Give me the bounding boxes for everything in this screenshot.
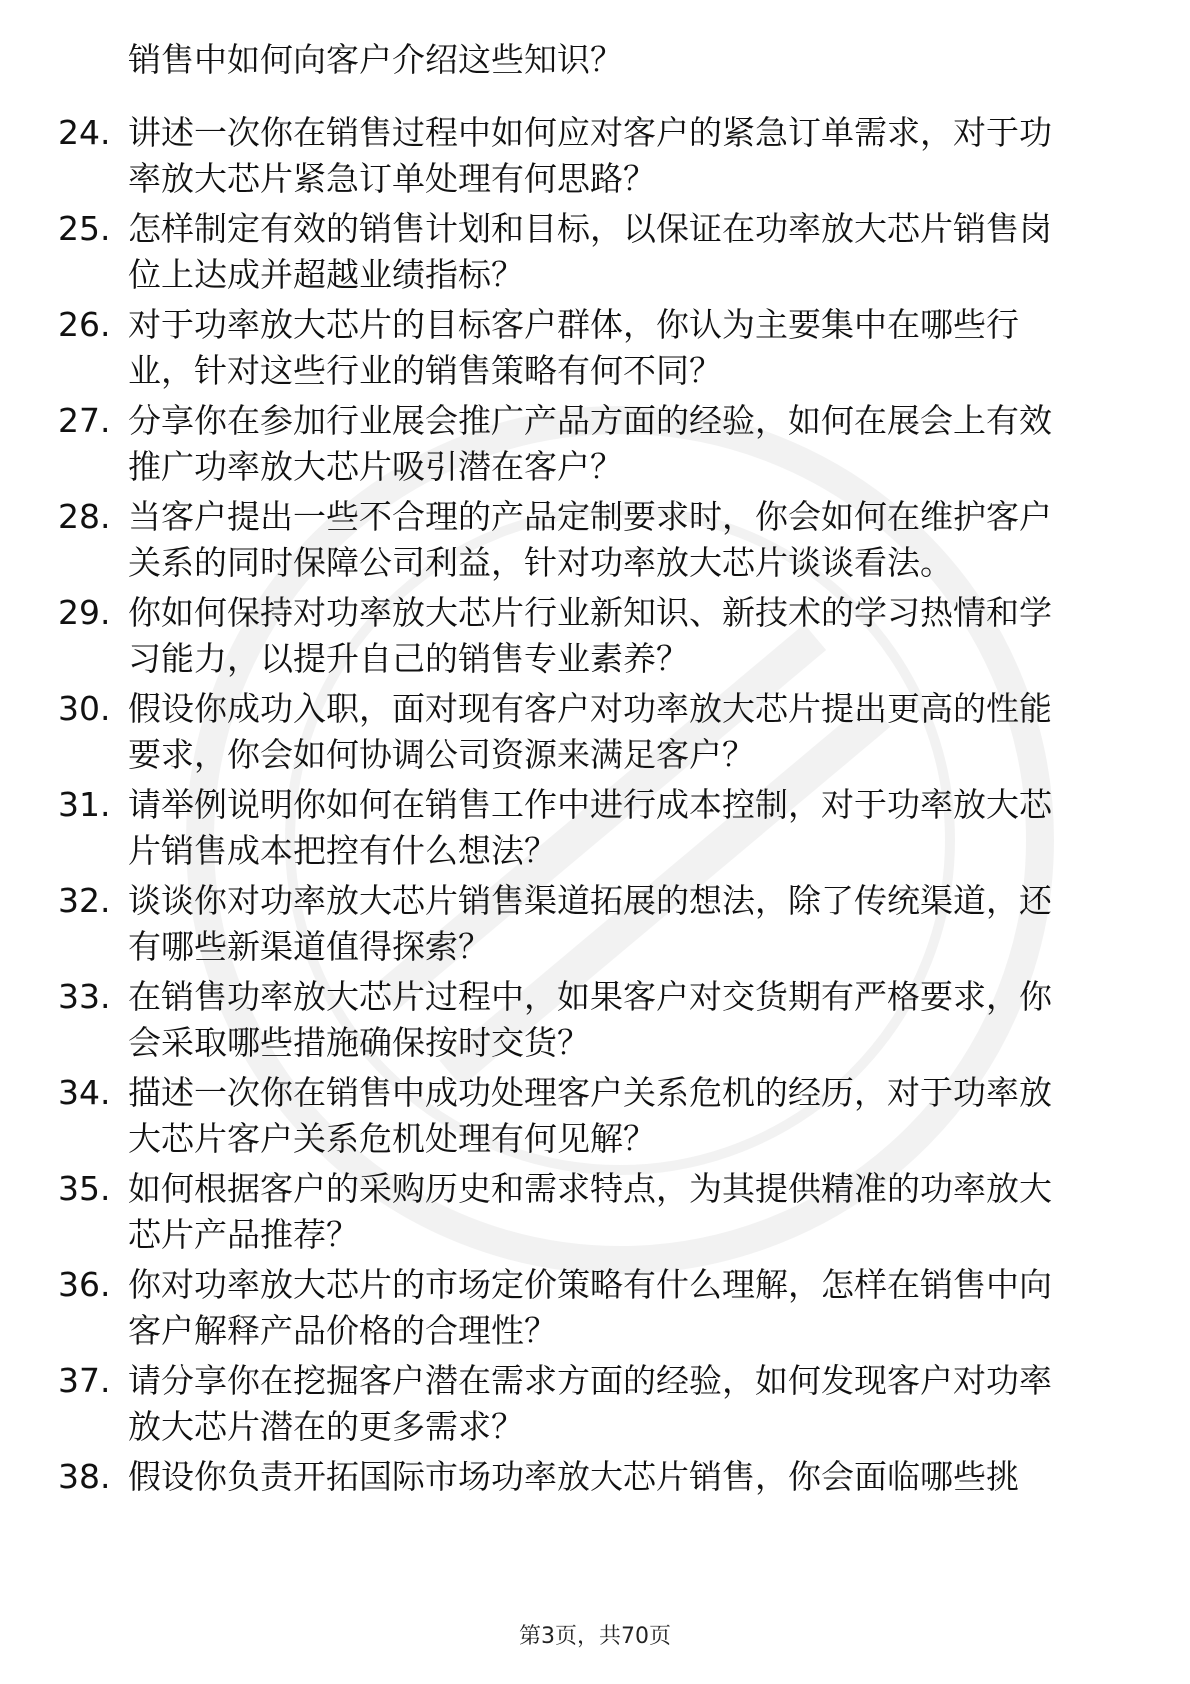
question-text-line: 描述一次你在销售中成功处理客户关系危机的经历，对于功率放: [128, 1073, 1052, 1112]
question-number: 30.: [58, 689, 111, 728]
question-number: 36.: [58, 1265, 111, 1304]
question-text-line: 你如何保持对功率放大芯片行业新知识、新技术的学习热情和学: [128, 593, 1052, 632]
question-number: 38.: [58, 1457, 111, 1496]
question-text-line: 你对功率放大芯片的市场定价策略有什么理解，怎样在销售中向: [128, 1265, 1052, 1304]
question-text-line: 假设你成功入职，面对现有客户对功率放大芯片提出更高的性能: [128, 689, 1052, 728]
question-text-line: 推广功率放大芯片吸引潜在客户？: [128, 447, 623, 486]
question-text-line: 如何根据客户的采购历史和需求特点，为其提供精准的功率放大: [128, 1169, 1052, 1208]
question-number: 27.: [58, 401, 111, 440]
continuation-line: 销售中如何向客户介绍这些知识？: [128, 40, 623, 79]
question-number: 29.: [58, 593, 111, 632]
question-text-line: 会采取哪些措施确保按时交货？: [128, 1023, 590, 1062]
question-number: 25.: [58, 209, 111, 248]
question-text-line: 放大芯片潜在的更多需求？: [128, 1407, 524, 1446]
question-text-line: 业，针对这些行业的销售策略有何不同？: [128, 351, 722, 390]
question-number: 34.: [58, 1073, 111, 1112]
question-text-line: 芯片产品推荐？: [128, 1215, 359, 1254]
question-text-line: 率放大芯片紧急订单处理有何思路？: [128, 159, 656, 198]
question-number: 26.: [58, 305, 111, 344]
question-text-line: 位上达成并超越业绩指标？: [128, 255, 524, 294]
question-text-line: 讲述一次你在销售过程中如何应对客户的紧急订单需求，对于功: [128, 113, 1052, 152]
question-number: 33.: [58, 977, 111, 1016]
question-text-line: 大芯片客户关系危机处理有何见解？: [128, 1119, 656, 1158]
question-number: 32.: [58, 881, 111, 920]
question-text-line: 关系的同时保障公司利益，针对功率放大芯片谈谈看法。: [128, 543, 953, 582]
question-text-line: 分享你在参加行业展会推广产品方面的经验，如何在展会上有效: [128, 401, 1052, 440]
question-number: 28.: [58, 497, 111, 536]
question-text-line: 要求，你会如何协调公司资源来满足客户？: [128, 735, 755, 774]
question-text-line: 假设你负责开拓国际市场功率放大芯片销售，你会面临哪些挑: [128, 1457, 1019, 1496]
question-text-line: 片销售成本把控有什么想法？: [128, 831, 557, 870]
question-number: 37.: [58, 1361, 111, 1400]
question-text-line: 谈谈你对功率放大芯片销售渠道拓展的想法，除了传统渠道，还: [128, 881, 1052, 920]
page-footer: 第3页，共70页: [519, 1624, 671, 1649]
question-text-line: 客户解释产品价格的合理性？: [128, 1311, 557, 1350]
question-text-line: 有哪些新渠道值得探索？: [128, 927, 491, 966]
question-text-line: 请举例说明你如何在销售工作中进行成本控制，对于功率放大芯: [128, 785, 1052, 824]
question-text-line: 怎样制定有效的销售计划和目标，以保证在功率放大芯片销售岗: [128, 209, 1052, 248]
question-text-line: 当客户提出一些不合理的产品定制要求时，你会如何在维护客户: [128, 497, 1052, 536]
question-text-line: 习能力，以提升自己的销售专业素养？: [128, 639, 689, 678]
question-text-line: 对于功率放大芯片的目标客户群体，你认为主要集中在哪些行: [128, 305, 1019, 344]
question-number: 35.: [58, 1169, 111, 1208]
question-number: 24.: [58, 113, 111, 152]
question-number: 31.: [58, 785, 111, 824]
question-text-line: 在销售功率放大芯片过程中，如果客户对交货期有严格要求，你: [128, 977, 1052, 1016]
question-text-line: 请分享你在挖掘客户潜在需求方面的经验，如何发现客户对功率: [128, 1361, 1052, 1400]
